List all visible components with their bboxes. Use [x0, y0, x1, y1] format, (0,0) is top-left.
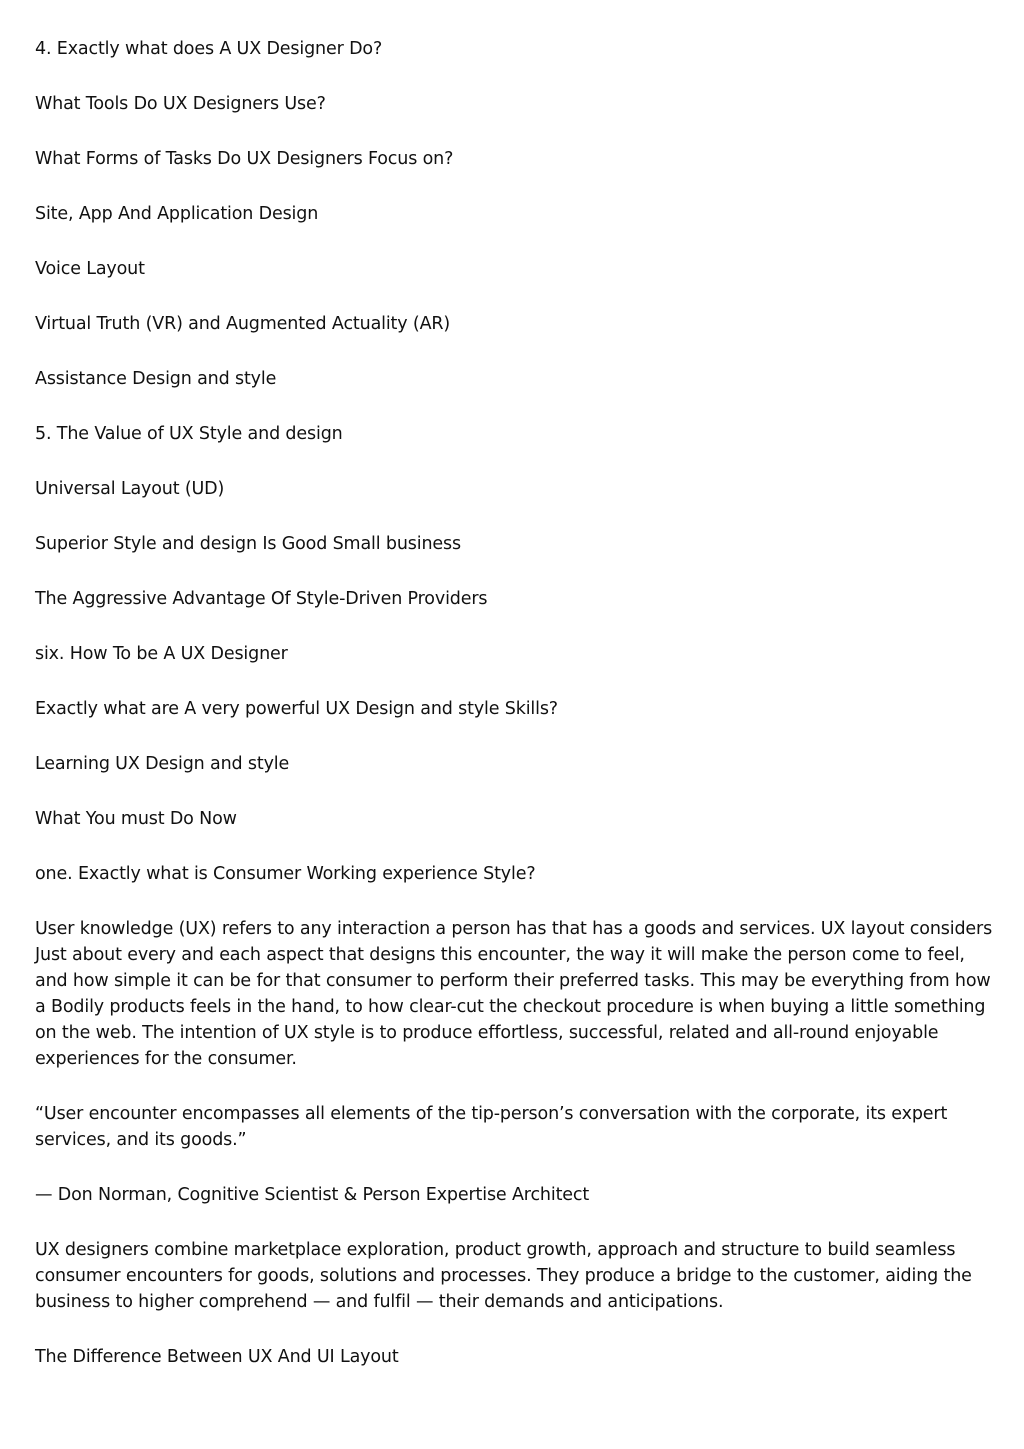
paragraph-ux-definition: User knowledge (UX) refers to any interaction a person has that has a goods and services. UX layout considers Just about every and each aspect that designs this encounter, the way it will make the person come to feel, and how simple it can be for that consumer to perform their preferred tasks. This may be everything from how a Bodily products feels in the hand, to how clear-cut the checkout procedure is when buying a little something on the web. The intention of UX style is to produce effortless, successful, related and all-round enjoyable experiences for the consumer. — [35, 919, 993, 1069]
heading-vr-ar: Virtual Truth (VR) and Augmented Actuality (AR) — [35, 314, 451, 334]
heading-task-forms: What Forms of Tasks Do UX Designers Focus on? — [35, 149, 454, 169]
heading-ux-designer-do: 4. Exactly what does A UX Designer Do? — [35, 39, 383, 59]
heading-what-is-ux: one. Exactly what is Consumer Working experience Style? — [35, 864, 536, 884]
heading-aggressive-advantage: The Aggressive Advantage Of Style-Driven Providers — [35, 589, 488, 609]
heading-what-to-do-now: What You must Do Now — [35, 809, 237, 829]
paragraph-ux-designers: UX designers combine marketplace exploration, product growth, approach and structure to build seamless consumer encounters for goods, solutions and processes. They produce a bridge to the customer, aiding the business to higher comprehend — and fulfil — their demands and anticipations. — [35, 1240, 972, 1312]
heading-voice-layout: Voice Layout — [35, 259, 145, 279]
heading-tools: What Tools Do UX Designers Use? — [35, 94, 326, 114]
heading-value-of-ux: 5. The Value of UX Style and design — [35, 424, 343, 444]
heading-powerful-skills: Exactly what are A very powerful UX Design and style Skills? — [35, 699, 558, 719]
document-page — [35, 36, 993, 1399]
heading-ux-vs-ui: The Difference Between UX And UI Layout — [35, 1347, 399, 1367]
heading-site-app-design: Site, App And Application Design — [35, 204, 319, 224]
heading-universal-layout: Universal Layout (UD) — [35, 479, 225, 499]
heading-superior-style: Superior Style and design Is Good Small business — [35, 534, 461, 554]
quote-attribution: — Don Norman, Cognitive Scientist & Person Expertise Architect — [35, 1185, 590, 1205]
heading-assistance-design: Assistance Design and style — [35, 369, 277, 389]
heading-learning-ux: Learning UX Design and style — [35, 754, 290, 774]
quote-text: “User encounter encompasses all elements of the tip-person’s conversation with the corporate, its expert services, and its goods.” — [35, 1104, 948, 1150]
heading-how-to-be-designer: six. How To be A UX Designer — [35, 644, 288, 664]
